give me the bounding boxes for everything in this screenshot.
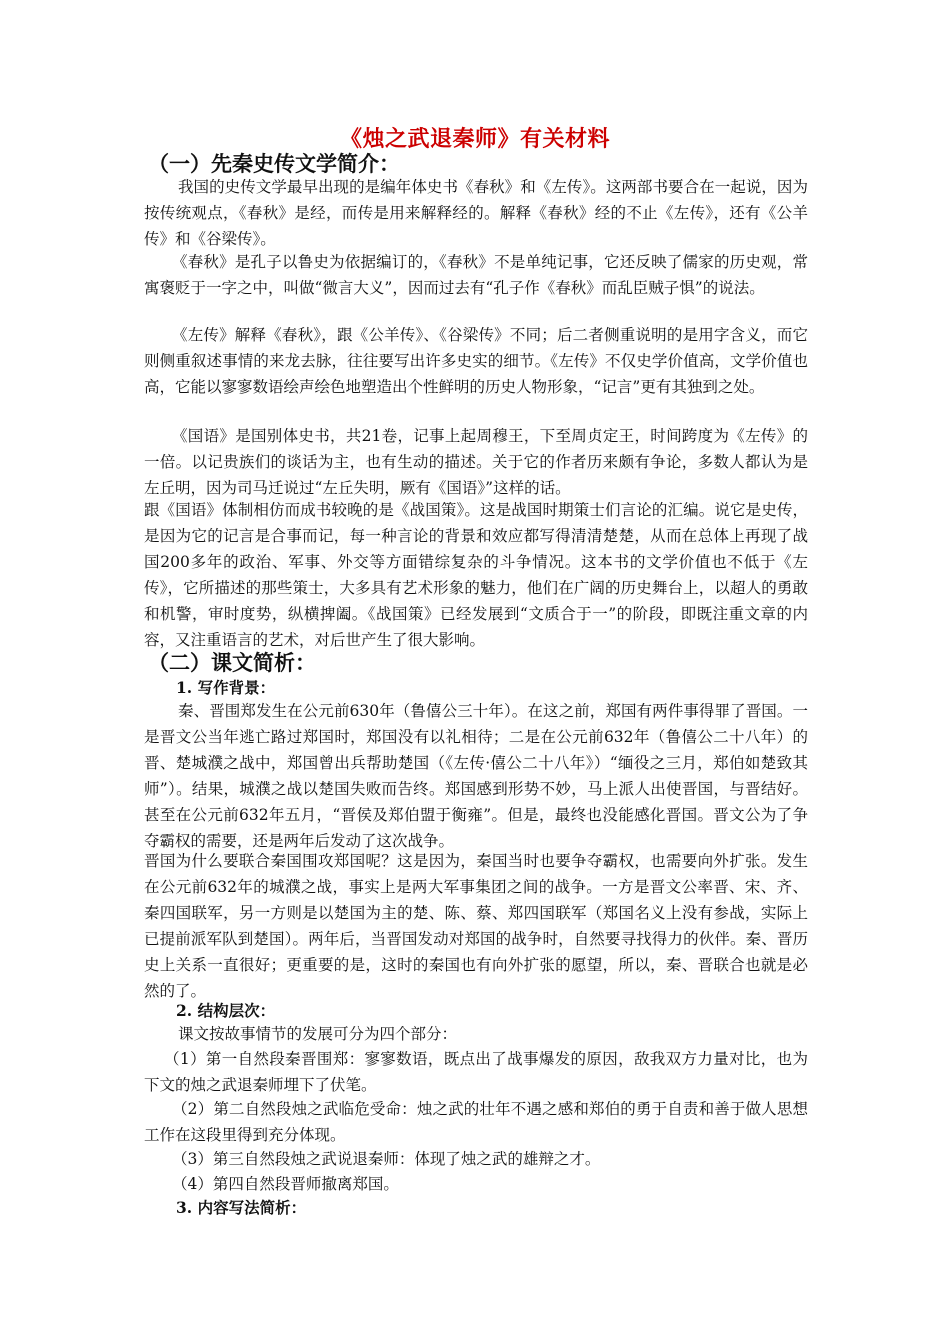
paragraph: 课文按故事情节的发展可分为四个部分： bbox=[178, 1025, 458, 1043]
paragraph: 《春秋》是孔子以鲁史为依据编订的，《春秋》不是单纯记事，它还反映了儒家的历史观，常寓褒贬于一字之中，叫做“微言大义”，因而过去有“孔子作《春秋》而乱臣贼子惧”的说法。 bbox=[144, 253, 808, 297]
paragraph: 跟《国语》体制相仿而成书较晚的是《战国策》。这是战国时期策士们言论的汇编。说它是史传，是因为它的记言是合事而记，每一种言论的背景和效应都写得清清楚楚，从而在总体上再现了战国200多年的政治、军事、外交等方面错综复杂的斗争情况。这本书的文学价值也不低于《左传》，它所描述的那些策士，大多具有艺术形象的魅力，他们在广阔的历史舞台上，以超人的勇敢和机警，审时度势，纵横捭阖。《战国策》已经发展到“文质合于一”的阶段，即既注重文章的内容，又注重语言的艺术，对后世产生了很大影响。 bbox=[144, 501, 808, 649]
list-item: （1）第一自然段秦晋围郑：寥寥数语，既点出了战事爆发的原因，敌我双方力量对比，也为下文的烛之武退秦师埋下了伏笔。 bbox=[144, 1050, 808, 1094]
list-item: （3）第三自然段烛之武说退秦师：体现了烛之武的雄辩之才。 bbox=[172, 1150, 601, 1168]
paragraph: 晋国为什么要联合秦国围攻郑国呢？这是因为，秦国当时也要争夺霸权，也需要向外扩张。发生在公元前632年的城濮之战，事实上是两大军事集团之间的战争。一方是晋文公率晋、宋、齐、秦四国联军，另一方则是以楚国为主的楚、陈、蔡、郑四国联军（郑国名义上没有参战，实际上已提前派军队到楚国）。两年后，当晋国发动对郑国的战争时，自然要寻找得力的伙伴。秦、晋历史上关系一直很好；更重要的是，这时的秦国也有向外扩张的愿望，所以，秦、晋联合也就是必然的了。 bbox=[144, 852, 808, 1000]
subheading-structure: 2. 结构层次： bbox=[176, 1001, 276, 1020]
list-item: （4）第四自然段晋师撤离郑国。 bbox=[172, 1175, 399, 1193]
list-item: （2）第二自然段烛之武临危受命：烛之武的壮年不遇之感和郑伯的勇于自责和善于做人思想工作在这段里得到充分体现。 bbox=[144, 1100, 808, 1144]
subheading-background: 1. 写作背景： bbox=[176, 678, 276, 697]
document-title: 《烛之武退秦师》有关材料 bbox=[339, 126, 610, 152]
paragraph: 秦、晋围郑发生在公元前630年（鲁僖公三十年）。在这之前，郑国有两件事得罪了晋国。一是晋文公当年逃亡路过郑国时，郑国没有以礼相待；二是在公元前632年（鲁僖公二十八年）的晋、楚城濮之战中，郑国曾出兵帮助楚国（《左传·僖公二十八年》）“缅役之三月，郑伯如楚致其师”）。结果，城濮之战以楚国失败而告终。郑国感到形势不妙，马上派人出使晋国，与晋结好。甚至在公元前632年五月，“晋侯及郑伯盟于衡雍”。但是，最终也没能感化晋国。晋文公为了争夺霸权的需要，还是两年后发动了这次战争。 bbox=[144, 702, 808, 850]
subheading-content-analysis: 3. 内容写法简析： bbox=[176, 1198, 307, 1217]
section-heading-text-analysis: （二）课文简析： bbox=[148, 650, 316, 675]
paragraph: 《国语》是国别体史书，共21卷，记事上起周穆王，下至周贞定王，时间跨度为《左传》的一倍。以记贵族们的谈话为主，也有生动的描述。关于它的作者历来颇有争论，多数人都认为是左丘明，因为司马迁说过“左丘失明，厥有《国语》”这样的话。 bbox=[144, 427, 808, 497]
section-heading-pre-qin: （一）先秦史传文学简介： bbox=[148, 151, 400, 176]
paragraph: 我国的史传文学最早出现的是编年体史书《春秋》和《左传》。这两部书要合在一起说，因为按传统观点，《春秋》是经，而传是用来解释经的。解释《春秋》经的不止《左传》，还有《公羊传》和《谷梁传》。 bbox=[144, 178, 808, 248]
paragraph: 《左传》解释《春秋》，跟《公羊传》、《谷梁传》不同；后二者侧重说明的是用字含义，而它则侧重叙述事情的来龙去脉，往往要写出许多史实的细节。《左传》不仅史学价值高，文学价值也高，它能以寥寥数语绘声绘色地塑造出个性鲜明的历史人物形象，“记言”更有其独到之处。 bbox=[144, 326, 808, 396]
